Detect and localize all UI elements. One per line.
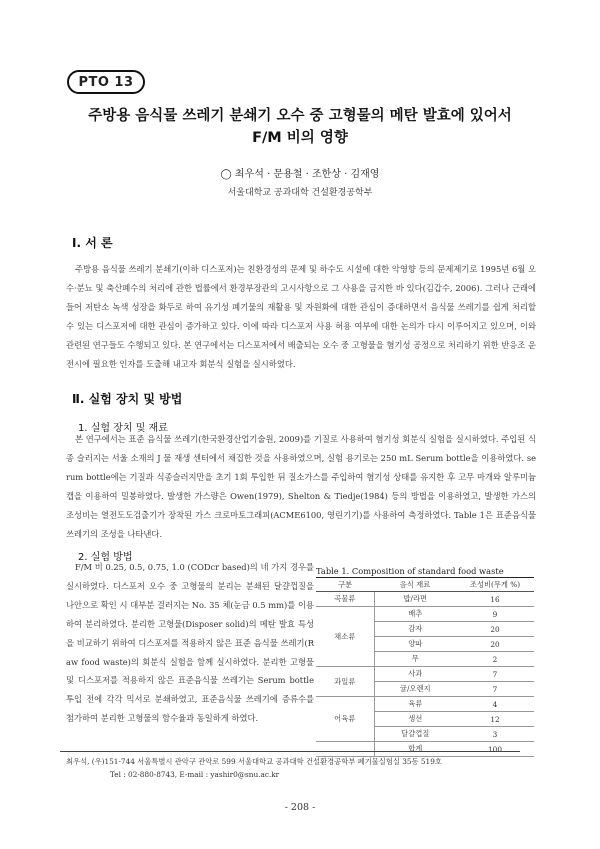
table-row — [316, 607, 534, 622]
contact-address: 최우석, (우)151-744 서울특별시 관악구 관악로 599 서울대학교 공과대학 건설환경공학부 폐기물실험실 35동 519호 — [66, 757, 442, 766]
page-number: - 208 - — [284, 802, 316, 813]
category-cell: 어육류 — [316, 697, 374, 742]
ingredient-cell: 귤/오렌지 — [374, 682, 456, 697]
total-value-cell: 100 — [456, 742, 534, 757]
affiliation: 서울대학교 공과대학 건설환경공학부 — [227, 188, 373, 198]
ratio-cell: 16 — [456, 592, 534, 607]
introduction-paragraph: 주방용 음식물 쓰레기 분쇄기(이하 디스포저)는 친환경성의 문제 및 하수도 시설에 대한 악영향 등의 문제제기로 1995년 6월 오수·분뇨 및 축산폐수의 처리에 관한 법률에서 환경부장관의 고시사항으로 그 사용을 금지한 바 있다(김갑수, 2006). 그러나 근래에 들어 저탄소 녹색 성장을 화두로 하여 유기성 폐기물의 재활용 및 자원화에 대한 관심이 증대하면서 음식물 쓰레기를 쉽게 처리할 수 있는 디스포저에 대한 관심이 증가하고 있다. 이에 따라 디스포저 사용 허용 여부에 대한 논의가 다시 이루어지고 있으며, 이와 관련된 연구들도 수행되고 있다. 본 연구에서는 디스포저에서 배출되는 오수 중 고형물을 혐기성 공정으로 처리하기 위한 반응조 운전시에 필요한 인자를 도출해 내고자 회분식 실험을 실시하였다. — [66, 264, 536, 369]
ratio-cell: 2 — [456, 652, 534, 667]
ingredient-cell: 배추 — [374, 607, 456, 622]
category-cell: 곡물류 — [316, 592, 374, 607]
ingredient-cell: 육류 — [374, 697, 456, 712]
session-badge: PTO 13 — [67, 70, 145, 94]
table-header-cell: 조성비(무게 %) — [456, 578, 534, 592]
procedure-paragraph: F/M 비 0.25, 0.5, 0.75, 1.0 (CODcr based)의 네 가지 경우를 실시하였다. 디스포저 오수 중 고형물의 분리는 분쇄된 달걀껍질을 나안으로 확인 시 대부분 걸러지는 No. 35 체(눈금 0.5 mm)를 이용하여 분리하였다. 분리한 고형물(Disposer solid)의 메탄 발효 특성을 비교하기 위하여 디스포저를 적용하지 않은 표준 음식물 쓰레기(Raw food waste)의 회분식 실험을 함께 실시하였다. 분리한 고형물 및 디스포저를 적용하지 않은 표준음식물 쓰레기는 Serum bottle 투입 전에 각각 믹서로 분쇄하였고, 표준음식물 쓰레기에 증류수를 첨가하여 분리한 고형물의 함수율과 동일하게 하였다. — [66, 562, 314, 724]
footnote-divider — [60, 751, 520, 752]
table-total-row — [316, 742, 534, 757]
ingredient-cell: 감자 — [374, 622, 456, 637]
ratio-cell: 20 — [456, 622, 534, 637]
table-header-cell: 음식 재료 — [374, 578, 456, 592]
composition-table — [316, 577, 534, 757]
table-header-row — [316, 578, 534, 592]
section-heading-methods: Ⅱ. 실험 장치 및 방법 — [72, 392, 183, 406]
ingredient-cell: 사과 — [374, 667, 456, 682]
total-label-cell: 합계 — [374, 742, 456, 757]
ingredient-cell: 밥/라면 — [374, 592, 456, 607]
ratio-cell: 3 — [456, 727, 534, 742]
ratio-cell: 9 — [456, 607, 534, 622]
ingredient-cell: 양파 — [374, 637, 456, 652]
category-cell: 채소류 — [316, 607, 374, 667]
ratio-cell: 4 — [456, 697, 534, 712]
apparatus-paragraph: 본 연구에서는 표준 음식물 쓰레기(한국환경산업기술원, 2009)를 기질로 사용하여 혐기성 회분식 실험을 실시하였다. 주입된 식종 슬러지는 서울 소재의 J 물 재생 센터에서 채집한 것을 사용하였으며, 실험 용기로는 250 mL Serum bottle을 이용하였다. serum bottle에는 기질과 식종슬러지만을 초기 1회 투입한 뒤 질소가스를 주입하여 혐기성 상태를 유지한 후 고무 마개와 알루미늄 캡을 이용하여 밀봉하였다. 발생한 가스량은 Owen(1979), Shelton & Tiedje(1984) 등의 방법을 이용하였고, 발생한 가스의 조성비는 열전도도검출기가 장착된 가스 크로마토그래피(ACME6100, 영린기기)를 사용하여 측정하였다. Table 1은 표준음식물 쓰레기의 조성을 나타낸다. — [66, 434, 536, 539]
table-row — [316, 697, 534, 712]
ratio-cell: 20 — [456, 637, 534, 652]
subsection-heading-apparatus: 1. 실험 장치 및 재료 — [78, 423, 168, 434]
ingredient-cell: 생선 — [374, 712, 456, 727]
category-cell: 과일류 — [316, 667, 374, 697]
subsection-heading-procedure: 2. 실험 방법 — [78, 552, 133, 563]
table-caption: Table 1. Composition of standard food waste — [316, 566, 504, 576]
contact-tel-email: Tel : 02-880-8743, E-mail : yashir0@snu.ac.kr — [110, 770, 280, 779]
author-list: ◯ 최우석 · 문용철 · 조한상 · 김재영 — [220, 169, 380, 180]
ratio-cell: 7 — [456, 667, 534, 682]
total-spacer-cell — [316, 742, 374, 757]
table-row — [316, 667, 534, 682]
table-header-cell: 구분 — [316, 578, 374, 592]
ingredient-cell: 달걀껍질 — [374, 727, 456, 742]
paper-title-line1: 주방용 음식물 쓰레기 분쇄기 오수 중 고형물의 메탄 발효에 있어서 — [88, 108, 512, 124]
table-row — [316, 592, 534, 607]
paper-title-line2: F/M 비의 영향 — [252, 130, 348, 146]
section-heading-introduction: Ⅰ. 서 론 — [72, 236, 113, 250]
ratio-cell: 12 — [456, 712, 534, 727]
ingredient-cell: 무 — [374, 652, 456, 667]
ratio-cell: 7 — [456, 682, 534, 697]
